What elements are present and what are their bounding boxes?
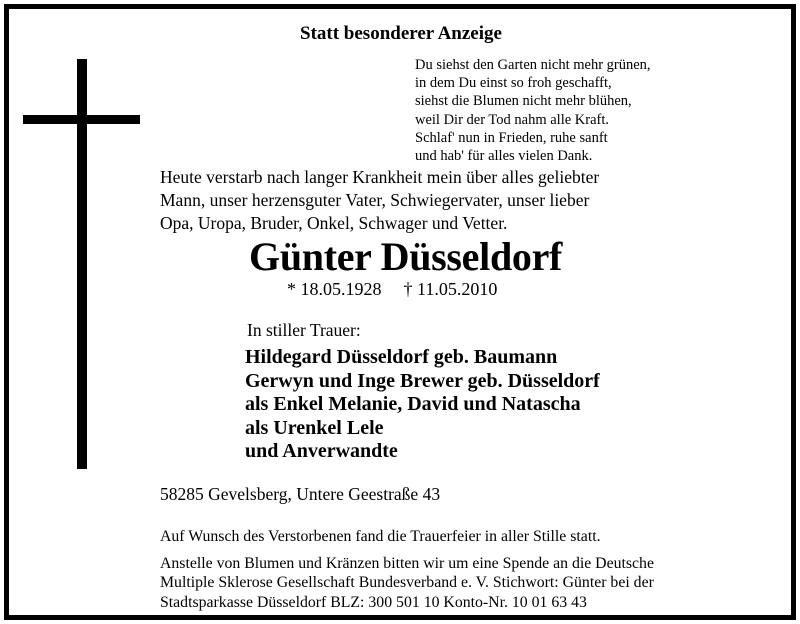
donation-line: Stadtsparkasse Düsseldorf BLZ: 300 501 10 Konto-Nr. 10 01 63 43 xyxy=(160,593,587,611)
mourner-entry: als Enkel Melanie, David und Natascha xyxy=(245,393,581,416)
poem-line: in dem Du einst so froh geschafft, xyxy=(415,75,612,92)
cross-horizontal-beam xyxy=(23,115,140,124)
poem-line: und hab' für alles vielen Dank. xyxy=(415,148,593,165)
donation-line: Multiple Sklerose Gesellschaft Bundesverband e. V. Stichwort: Günter bei der xyxy=(160,574,654,592)
intro-line: Heute verstarb nach langer Krankheit mein über alles geliebter xyxy=(160,167,600,187)
death-date: † 11.05.2010 xyxy=(403,279,498,299)
intro-line: Mann, unser herzensguter Vater, Schwiegervater, unser lieber xyxy=(160,190,590,210)
funeral-note: Auf Wunsch des Verstorbenen fand die Trauerfeier in aller Stille statt. xyxy=(160,528,601,545)
memorial-poem xyxy=(415,56,651,165)
mourner-entry: und Anverwandte xyxy=(245,440,398,463)
poem-line: Du siehst den Garten nicht mehr grünen, xyxy=(415,57,651,73)
intro-text xyxy=(160,166,599,235)
notice-headline: Statt besonderer Anzeige xyxy=(300,23,502,44)
birth-date: * 18.05.1928 xyxy=(287,279,382,299)
mourners-list xyxy=(245,346,600,464)
mourner-entry: Gerwyn und Inge Brewer geb. Düsseldorf xyxy=(245,369,600,392)
mourning-label: In stiller Trauer: xyxy=(247,320,361,340)
poem-line: weil Dir der Tod nahm alle Kraft. xyxy=(415,111,610,128)
mourner-entry: Hildegard Düsseldorf geb. Baumann xyxy=(245,346,558,368)
life-dates xyxy=(287,279,497,300)
donation-line: Anstelle von Blumen und Kränzen bitten wir um eine Spende an die Deutsche xyxy=(160,554,654,572)
poem-line: siehst die Blumen nicht mehr blühen, xyxy=(415,93,632,110)
footer-notes xyxy=(160,527,654,612)
obituary-notice xyxy=(4,4,796,620)
intro-line: Opa, Uropa, Bruder, Onkel, Schwager und Vetter. xyxy=(160,213,508,233)
poem-line: Schlaf' nun in Frieden, ruhe sanft xyxy=(415,129,608,146)
family-address: 58285 Gevelsberg, Untere Geestraße 43 xyxy=(160,484,441,504)
mourner-entry: als Urenkel Lele xyxy=(245,416,384,439)
deceased-name: Günter Düsseldorf xyxy=(249,234,563,279)
